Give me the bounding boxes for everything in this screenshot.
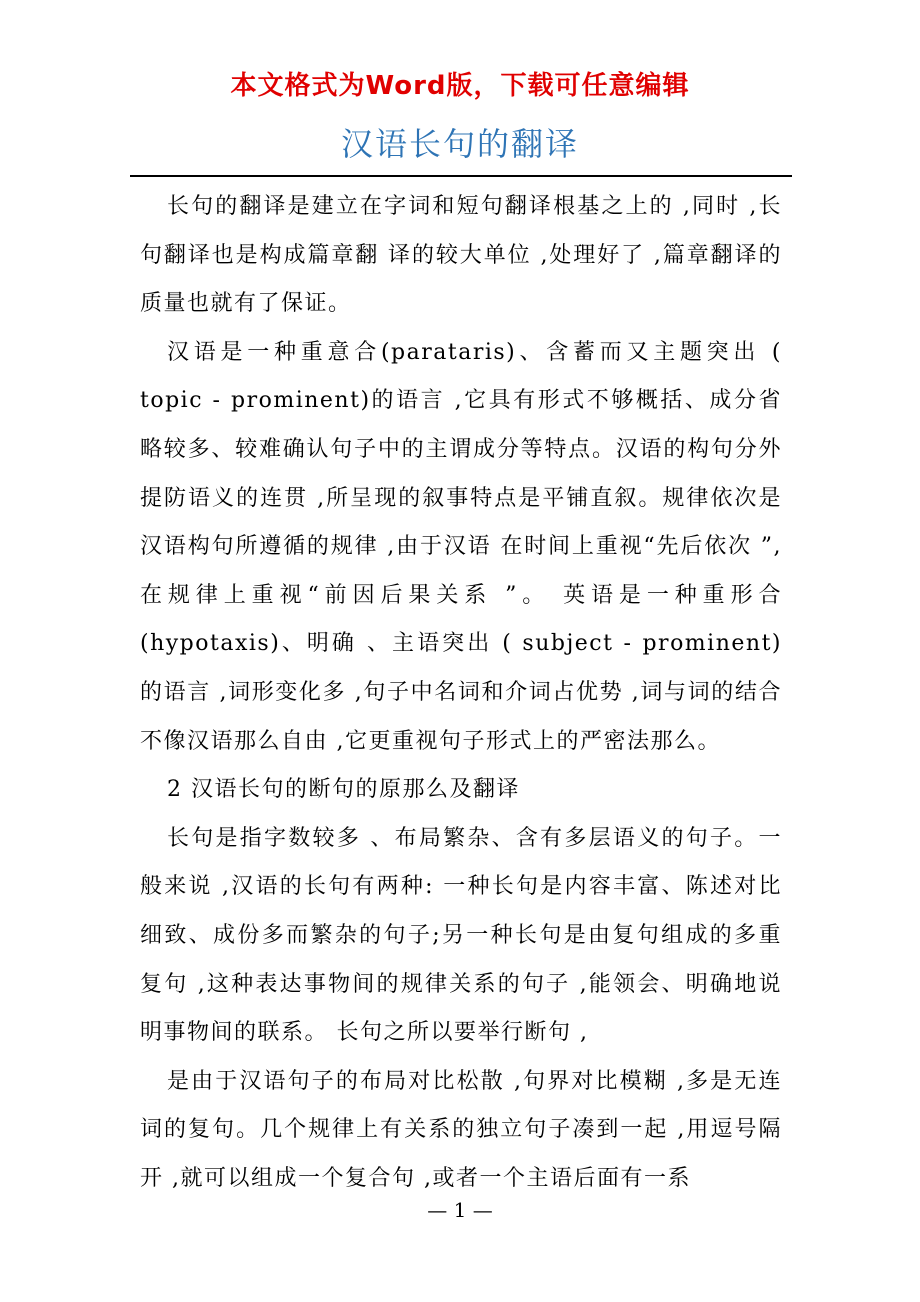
document-title: 汉语长句的翻译 [340,125,579,163]
download-banner: 本文格式为Word版，下载可任意编辑 [230,71,690,101]
paragraph-segmentation: 是由于汉语句子的布局对比松散 ,句界对比模糊 ,多是无连词的复句。几个规律上有关系的独立句子凑到一起 ,用逗号隔开 ,就可以组成一个复合句 ,或者一个主语后面有一系 [140,1068,782,1191]
section-heading: 2 汉语长句的断句的原那么及翻译 [167,777,520,803]
paragraph-intro: 长句的翻译是建立在字词和短句翻译根基之上的 ,同时 ,长句翻译也是构成篇章翻 译的较大单位 ,处理好了 ,篇章翻译的质量也就有了保证。 [140,194,782,317]
paragraph-comparison: 汉语是一种重意合(parataris)、含蓄而又主题突出 ( topic - prominent)的语言 ,它具有形式不够概括、成分省略较多、较难确认句子中的主谓成分等特点。汉语的构句分外提防语义的连贯 ,所呈现的叙事特点是平铺直叙。规律依次是汉语构句所遵循的规律 ,由于汉语 在时间上重视“先后依次 ”,在规律上重视“前因后果关系 ”。 英语是一种重形合(hypotaxis)、明确 、主语突出 ( subject - prominent)的语言 ,词形变化多 ,句子中名词和介词占优势 ,词与词的结合不像汉语那么自由 ,它更重视句子形式上的严密法那么。 [140,339,782,754]
page-number: — 1 — [427,1198,493,1222]
document-body [140,183,782,1203]
title-divider [130,175,792,177]
paragraph-long-sentence: 长句是指字数较多 、布局繁杂、含有多层语义的句子。一般来说 ,汉语的长句有两种: 一种长句是内容丰富、陈述对比细致、成份多而繁杂的句子;另一种长句是由复句组成的多重复句 ,这种表达事物间的规律关系的句子 ,能领会、明确地说明事物间的联系。 长句之所以要举行断句 , [140,825,782,1046]
